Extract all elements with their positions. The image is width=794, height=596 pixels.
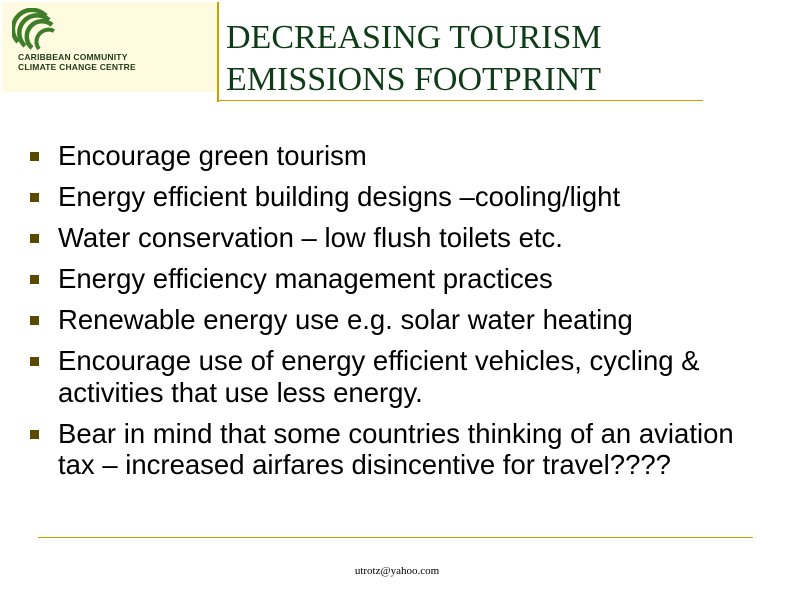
bullet-square-icon [30, 275, 39, 284]
bullet-square-icon [30, 234, 39, 243]
logo-line-1: CARIBBEAN COMMUNITY [18, 52, 128, 62]
bullet-text: Energy efficiency management practices [58, 263, 553, 294]
bullet-item [0, 181, 794, 213]
ccccc-leaf-logo-icon [12, 8, 56, 52]
logo-text [18, 52, 208, 72]
slide-title-line-1: DECREASING TOURISM [226, 19, 602, 56]
bullet-text: Bear in mind that some countries thinking of an aviation tax – increased airfares disincentive for travel???? [58, 417, 734, 480]
bullet-item [0, 304, 794, 336]
bullet-square-icon [30, 430, 39, 439]
footer-rule [38, 537, 753, 538]
bullet-square-icon [30, 316, 39, 325]
bullet-item [0, 140, 794, 172]
bullet-text: Encourage green tourism [58, 140, 367, 171]
bullet-text: Energy efficient building designs –cooling/light [58, 181, 621, 212]
slide-title-line-2: EMISSIONS FOOTPRINT [226, 61, 601, 98]
bullet-square-icon [30, 152, 39, 161]
bullet-item [0, 263, 794, 295]
bullet-square-icon [30, 357, 39, 366]
bullet-square-icon [30, 193, 39, 202]
title-rule-vertical [217, 2, 219, 102]
footer-email: utrotz@yahoo.com [354, 565, 440, 577]
bullet-text: Water conservation – low flush toilets etc. [58, 222, 563, 253]
bullet-text: Encourage use of energy efficient vehicles, cycling & activities that use less energy. [58, 345, 700, 408]
bullet-text: Renewable energy use e.g. solar water heating [58, 304, 633, 335]
logo-line-2: CLIMATE CHANGE CENTRE [18, 62, 136, 72]
bullet-item [0, 418, 794, 481]
bullet-item [0, 222, 794, 254]
logo [2, 2, 217, 92]
bullet-list [0, 140, 794, 490]
bullet-item [0, 345, 794, 408]
slide-title [226, 17, 786, 101]
